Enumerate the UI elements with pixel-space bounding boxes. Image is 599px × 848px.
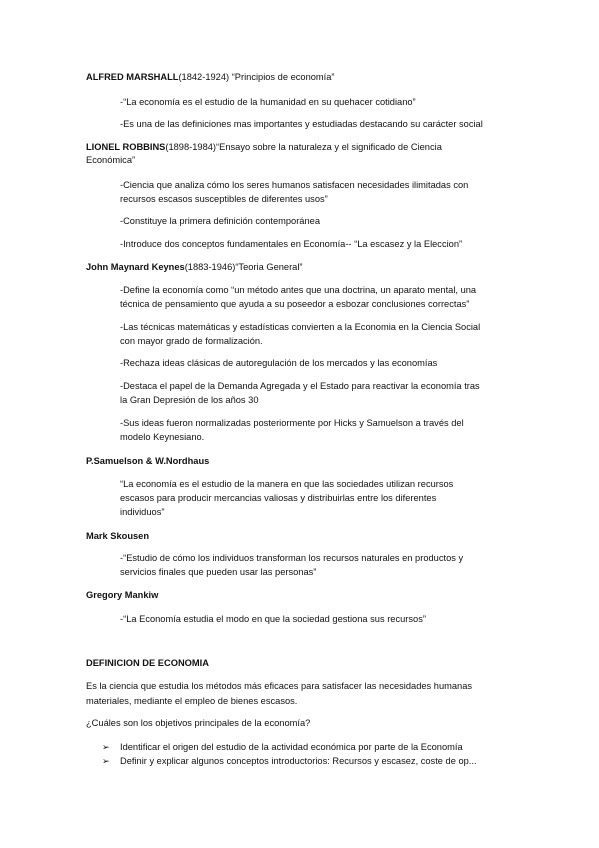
author-work: (1883-1946)“Teoria General” bbox=[184, 262, 303, 272]
skousen-item: servicios finales que pueden usar las personas” bbox=[120, 567, 317, 577]
marshall-heading bbox=[86, 70, 335, 84]
author-work: (1898-1984)“Ensayo sobre la naturaleza y el significado de Ciencia bbox=[165, 142, 442, 152]
keynes-heading bbox=[86, 260, 303, 274]
robbins-item: -Ciencia que analiza cómo los seres humanos satisfacen necesidades ilimitadas con bbox=[120, 180, 469, 190]
robbins-heading bbox=[86, 140, 442, 154]
samuelson-item: escasos para producir mercancias valiosas y distribuirlas entre los diferentes bbox=[120, 493, 437, 503]
samuelson-heading: P.Samuelson & W.Nordhaus bbox=[86, 456, 210, 466]
robbins-item: -Constituye la primera definición contemporánea bbox=[120, 216, 320, 226]
marshall-item: -“La economía es el estudio de la humanidad en su quehacer cotidiano” bbox=[120, 97, 416, 107]
robbins-item: recursos escasos susceptibles de diferentes usos” bbox=[120, 194, 328, 204]
author-name: LIONEL ROBBINS bbox=[86, 142, 166, 152]
keynes-item: -Sus ideas fueron normalizadas posteriormente por Hicks y Samuelson a través del bbox=[120, 418, 464, 428]
keynes-item: -Las técnicas matemáticas y estadísticas convierten a la Economia en la Ciencia Social bbox=[120, 322, 481, 332]
keynes-item: -Rechaza ideas clásicas de autoregulación de los mercados y las economías bbox=[120, 358, 438, 368]
definicion-paragraph: Es la ciencia que estudia los métodos más eficaces para satisfacer las necesidades humanas bbox=[86, 681, 473, 691]
skousen-heading: Mark Skousen bbox=[86, 531, 150, 541]
objectives-question: ¿Cuáles son los objetivos principales de la economía? bbox=[86, 718, 311, 728]
objective-item: Definir y explicar algunos conceptos introductorios: Recursos y escasez, coste de op... bbox=[120, 756, 477, 766]
robbins-heading-cont: Económica” bbox=[86, 155, 136, 165]
definicion-paragraph: materiales, mediante el empleo de bienes escasos. bbox=[86, 696, 298, 706]
keynes-item: técnica de pensamiento que ayuda a su poseedor a esbozar conclusiones correctas” bbox=[120, 299, 470, 309]
arrow-bullet-icon: ➢ bbox=[102, 742, 110, 752]
definicion-heading: DEFINICION DE ECONOMIA bbox=[86, 658, 209, 668]
samuelson-item: “La economía es el estudio de la manera en que las sociedades utilizan recursos bbox=[120, 479, 454, 489]
arrow-bullet-icon: ➢ bbox=[102, 756, 110, 766]
samuelson-item: individuos” bbox=[120, 507, 165, 517]
keynes-item: la Gran Depresión de los años 30 bbox=[120, 395, 259, 405]
skousen-item: -“Estudio de cómo los individuos transforman los recursos naturales en productos y bbox=[120, 553, 464, 563]
keynes-item: -Destaca el papel de la Demanda Agregada y el Estado para reactivar la economía tras bbox=[120, 381, 480, 391]
keynes-item: modelo Keynesiano. bbox=[120, 432, 205, 442]
keynes-item: con mayor grado de formalización. bbox=[120, 336, 263, 346]
author-name: John Maynard Keynes bbox=[86, 262, 185, 272]
marshall-item: -Es una de las definiciones mas importantes y estudiadas destacando su carácter social bbox=[120, 119, 483, 129]
author-work: (1842-1924) “Principios de economía” bbox=[178, 72, 335, 82]
robbins-item: -Introduce dos conceptos fundamentales en Economía-- “La escasez y la Eleccion” bbox=[120, 239, 463, 249]
mankiw-heading: Gregory Mankiw bbox=[86, 590, 159, 600]
mankiw-item: -“La Economía estudia el modo en que la sociedad gestiona sus recursos” bbox=[120, 614, 426, 624]
author-name: ALFRED MARSHALL bbox=[86, 72, 179, 82]
keynes-item: -Define la economía como “un método antes que una doctrina, un aparato mental, una bbox=[120, 285, 477, 295]
objective-item: Identificar el origen del estudio de la actividad económica por parte de la Economía bbox=[120, 742, 463, 752]
